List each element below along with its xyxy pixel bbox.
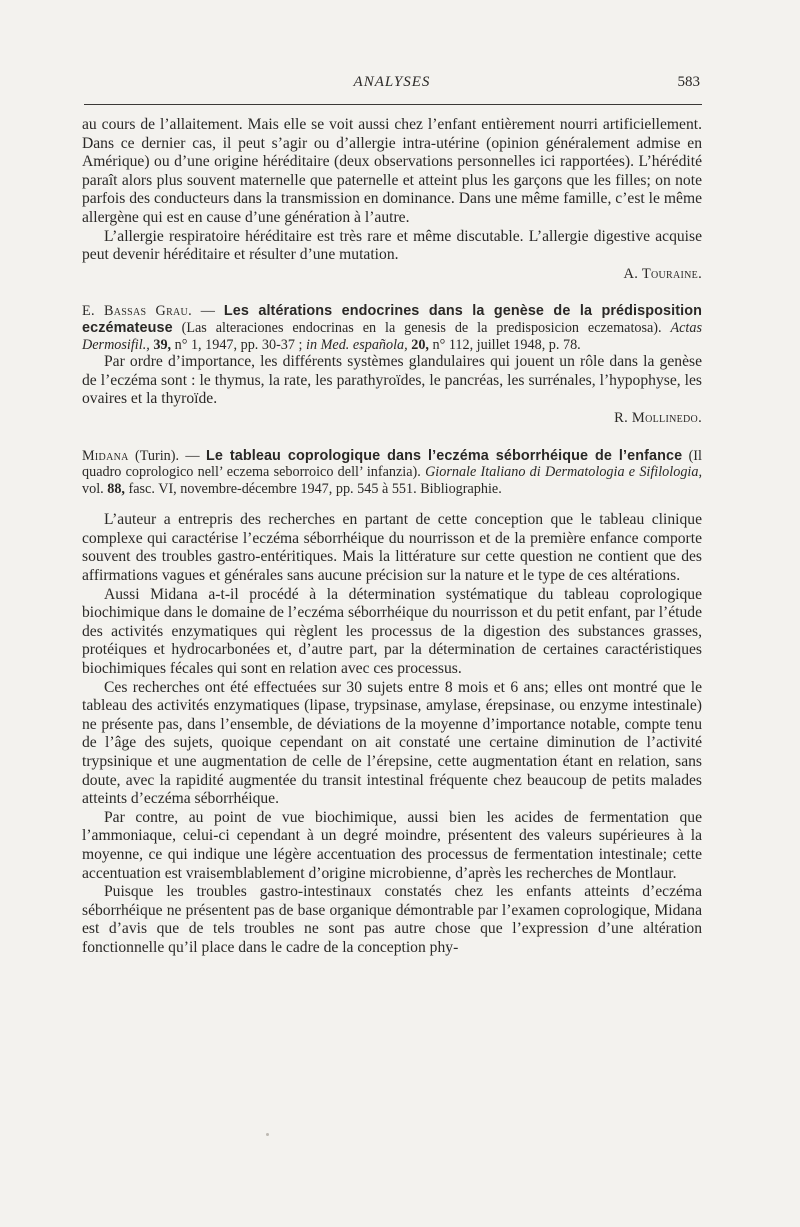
journal-name: in Med. española, bbox=[306, 336, 408, 353]
signature bbox=[82, 409, 702, 428]
paragraph: L’allergie respiratoire héréditaire est très rare et même discutable. L’allergie digestive acquise peut devenir héréditaire et résulter d’une mutation. bbox=[82, 227, 702, 264]
spacer bbox=[82, 428, 702, 448]
paragraph: Par ordre d’importance, les différents systèmes glandulaires qui jouent un rôle dans la genèse de l’eczéma sont : le thymus, la rate, les parathyroïdes, le pancréas, les surrénales, l’hypophyse, les ovaires et la thyroïde. bbox=[82, 353, 702, 408]
page-body bbox=[82, 116, 702, 958]
citation-details: n° 112, juillet 1948, p. 78. bbox=[428, 336, 581, 353]
paragraph: Par contre, au point de vue biochimique, aussi bien les acides de fermentation que l’ammoniaque, celui-ci cependant à un degré moindre, présentent des valeurs supérieures à la moyenne, ce qui indique une légère accentuation des processus de fermentation intestinale; cette accentuation est vraisemblablement d’origine microbienne, d’après les recherches de Montlaur. bbox=[82, 808, 702, 882]
original-title: (Las alteraciones endocrinas en la genesis de la predisposicion eczematosa). bbox=[172, 319, 671, 336]
running-title: ANALYSES bbox=[353, 74, 431, 90]
article-entry bbox=[82, 303, 702, 427]
page-number: 583 bbox=[677, 74, 700, 90]
paragraph: Aussi Midana a-t-il procédé à la détermination systématique du tableau coprologique biochimique dans le domaine de l’eczéma séborrhéique du nourrisson et du petit enfant, par l’étude des activités enzymatiques qui règlent les processus de la digestion des substances grasses, protéiques et hydrocarbonées et, d’autre part, par la détermination de certaines caractéristiques biochimiques fécales qui sont en relation avec ces processus. bbox=[82, 585, 702, 678]
journal-name: Actas Dermosifil., bbox=[82, 319, 702, 353]
citation-details: n° 1, 1947, pp. 30-37 ; bbox=[171, 336, 307, 353]
signature bbox=[82, 265, 702, 284]
article-reference bbox=[82, 303, 702, 353]
article-entry bbox=[82, 448, 702, 958]
signature-name: R. Mollinedo. bbox=[614, 409, 702, 426]
citation-details: fasc. VI, novembre-décembre 1947, pp. 545 à 551. Bibliographie. bbox=[124, 480, 502, 497]
article-title: Le tableau coprologique dans l’eczéma séborrhéique de l’enfance bbox=[205, 447, 683, 464]
spacer bbox=[82, 497, 702, 511]
dash: — bbox=[191, 303, 224, 320]
paragraph: L’auteur a entrepris des recherches en partant de cette conception que le tableau clinique complexe qui caractérise l’eczéma séborrhéique du nourrisson et de la première enfance comporte souvent des troubles gastro-entéritiques. Mais la littérature sur cette question ne contient que des affirmations vagues et générales sans aucune précision sur la nature et le type de ces altérations. bbox=[82, 511, 702, 585]
original-title: (Il quadro coprologico nell’ eczema seborroico dell’ infanzia). bbox=[82, 447, 702, 481]
signature-name: A. Touraine. bbox=[623, 265, 702, 282]
header-rule bbox=[84, 104, 702, 105]
journal-name: Giornale Italiano di Dermatologia e Sifilologia, bbox=[425, 464, 702, 481]
paragraph: Ces recherches ont été effectuées sur 30 sujets entre 8 mois et 6 ans; elles ont montré que le tableau des activités enzymatiques (lipase, trypsinase, amylase, érepsinase, ou enzyme intestinale) ne présente pas, dans l’ensemble, de déviations de la moyenne d’importance notable, compte tenu de l’âge des sujets, quoique cependant on ait constaté une certaine diminution de l’activité trypsinique et une augmentation de celle de l’érepsine, cette augmentation étant en relation, sans doute, avec la rapidité augmentée du transit intestinal fréquente chez beaucoup de petits malades atteints d’eczéma séborrhéique. bbox=[82, 678, 702, 808]
article-reference bbox=[82, 448, 702, 498]
paragraph: au cours de l’allaitement. Mais elle se voit aussi chez l’enfant entièrement nourri artificiellement. Dans ce dernier cas, il peut s’agir ou d’allergie intra-utérine (opinion généralement admise en Amérique) ou d’une origine héréditaire (deux observations personnelles ici rapportées). L’hérédité paraît alors plus souvent maternelle que paternelle et atteint plus les garçons que les filles; on note parfois des conducteurs dans la transmission en dominance. Dans une même famille, c’est le même allergène qui est en cause d’une génération à l’autre. bbox=[82, 116, 702, 226]
page-header bbox=[84, 70, 700, 100]
dash: — bbox=[179, 447, 206, 464]
paragraph: Puisque les troubles gastro-intestinaux constatés chez les enfants atteints d’eczéma séborrhéique ne présentent pas de base organique démontrable par l’examen coprologique, Midana est d’avis que de tels troubles ne sont pas autre chose que l’expression d’une altération fonctionnelle qu’il place dans le cadre de la conception phy- bbox=[82, 883, 702, 956]
citation-details: vol. bbox=[82, 480, 104, 497]
ink-speck bbox=[266, 1133, 269, 1136]
journal-volume: 39, bbox=[149, 336, 172, 353]
article-title: Les altérations endocrines dans la genèse de la prédisposition eczémateuse bbox=[82, 303, 702, 336]
article-author: Midana bbox=[82, 447, 129, 464]
journal-volume: 20, bbox=[407, 336, 429, 353]
journal-volume: 88, bbox=[103, 480, 125, 497]
article-author: E. Bassas Grau. bbox=[82, 303, 192, 320]
author-place: (Turin). bbox=[128, 447, 180, 464]
spacer bbox=[82, 283, 702, 303]
